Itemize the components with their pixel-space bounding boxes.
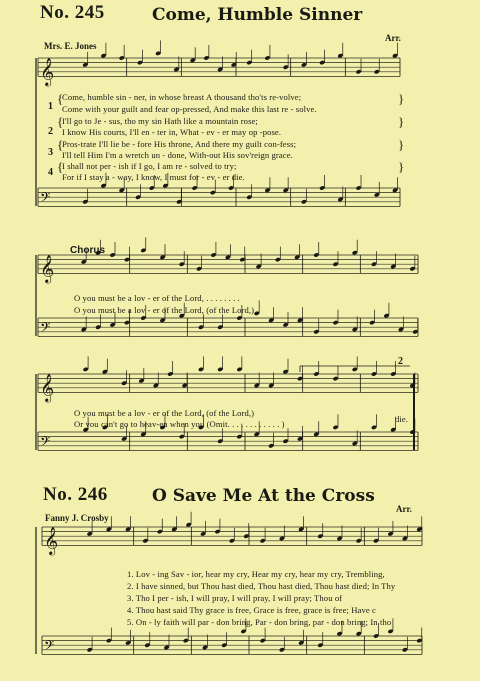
hymn-246-arranger: Arr.: [396, 504, 412, 514]
verse-number-3: 3: [48, 147, 53, 158]
svg-text:𝄞: 𝄞: [40, 373, 55, 402]
verse-brace-left: {: [57, 159, 64, 174]
verse-brace-left: {: [57, 91, 64, 106]
verse-number-1: 1: [48, 101, 53, 112]
verse-brace-left: {: [57, 114, 64, 129]
hymn-245-arranger: Arr.: [385, 33, 401, 43]
verse-3-line-1: Pros-trate I'll lie be - fore His throne, And there my guilt con-fess;: [62, 139, 297, 149]
verse-1-line-1: Come, humble sin - ner, in whose breast A thousand tho'ts re-volve;: [62, 92, 302, 102]
svg-text:𝄞: 𝄞: [40, 254, 55, 283]
verse-brace-right: }: [398, 91, 405, 106]
verse-brace-left: {: [57, 137, 64, 152]
hymn-245-author: Mrs. E. Jones: [44, 41, 97, 51]
hymn-246-verse-1: 1. Lov - ing Sav - ior, hear my cry, Hear my cry, hear my cry, Trembling,: [127, 569, 385, 579]
chorus-line-2: O you must be a lov - er of the Lord, (of the Lord,): [74, 305, 255, 315]
hymn-246-author: Fanny J. Crosby: [45, 513, 109, 523]
verse-4-line-1: I shall not per - ish if I go, I am re - solved to try;: [62, 161, 237, 171]
hymn-246-verse-3: 3. Tho I per - ish, I will pray, I will pray, I will pray; Thou of: [127, 593, 343, 603]
svg-text:𝄢: 𝄢: [44, 637, 55, 657]
verse-brace-right: }: [398, 159, 405, 174]
verse-3-line-2: I'll tell Him I'm a wretch un - done, With-out His sov'reign grace.: [62, 150, 293, 160]
svg-text:𝄢: 𝄢: [40, 319, 51, 339]
hymn-246-verse-2: 2. I have sinned, but Thou hast died, Thou hast died, Thou hast died; In Thy: [127, 581, 396, 591]
svg-text:𝄞: 𝄞: [44, 526, 59, 555]
chorus-line-1: O you must be a lov - er of the Lord, . . . . . . . .: [74, 293, 240, 303]
second-ending-number: 2: [398, 356, 403, 367]
hymn-245-title: Come, Humble Sinner: [152, 5, 363, 25]
hymn-246-number: No. 246: [43, 484, 108, 505]
verse-brace-right: }: [398, 137, 405, 152]
chorus-line-3: O you must be a lov - er of the Lord, (of the Lord,): [74, 408, 255, 418]
verse-4-line-2: For if I stay a - way, I know, I must for - ev - er die.: [62, 172, 245, 182]
hymn-246-verse-4: 4. Thou hast said Thy grace is free, Grace is free, grace is free; Have c: [127, 605, 376, 615]
verse-number-2: 2: [48, 126, 53, 137]
chorus-label: Chorus: [70, 245, 105, 256]
svg-text:𝄢: 𝄢: [40, 433, 51, 453]
svg-text:𝄞: 𝄞: [40, 57, 55, 86]
chorus-line-4: Or you can't go to heav-en when you (Omit. . . . . . . . . . . . ): [74, 419, 285, 429]
verse-2-line-1: I'll go to Je - sus, tho my sin Hath like a mountain rose;: [62, 116, 258, 126]
hymn-245-number: No. 245: [40, 2, 105, 23]
ending-word: die.: [395, 414, 409, 424]
verse-2-line-2: I know His courts, I'll en - ter in, What - ev - er may op -pose.: [62, 127, 282, 137]
verse-brace-right: }: [398, 114, 405, 129]
verse-number-4: 4: [48, 167, 53, 178]
hymn-246-title: O Save Me At the Cross: [152, 486, 375, 506]
verse-1-line-2: Come with your guilt and fear op-pressed, And make this last re - solve.: [62, 104, 317, 114]
hymn-246-verse-5: 5. On - ly faith will par - don bring, Par - don bring, par - don bring; In tho: [127, 617, 392, 627]
svg-text:𝄢: 𝄢: [40, 189, 51, 209]
